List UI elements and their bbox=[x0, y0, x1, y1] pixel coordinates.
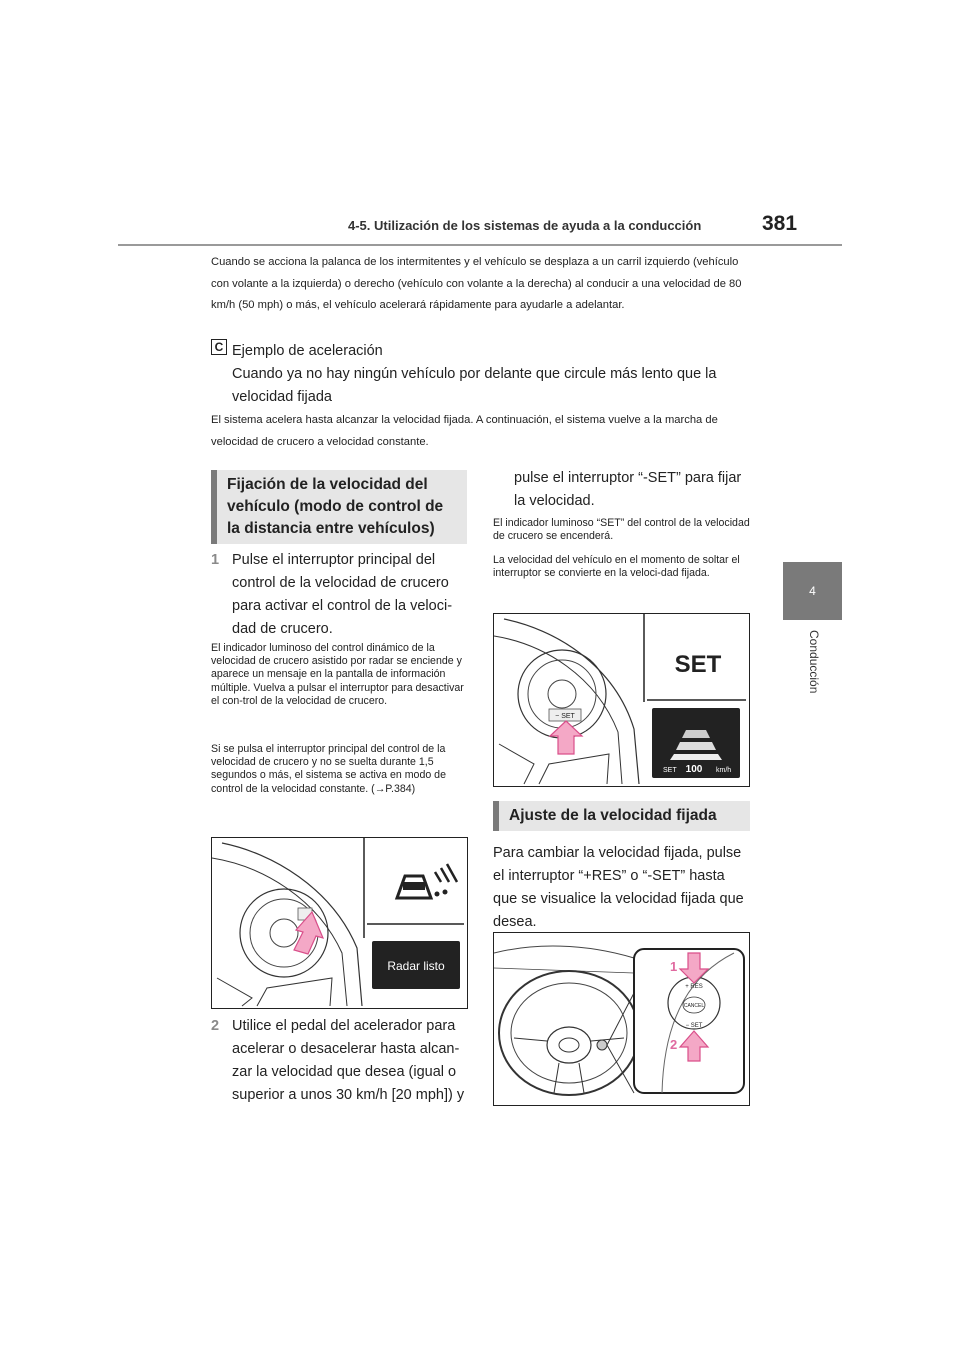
example-subtitle: Cuando ya no hay ningún vehículo por delante que circule más lento que la velocidad fijada bbox=[232, 366, 717, 405]
callout-1: 1 bbox=[670, 959, 678, 974]
set-label: − SET bbox=[685, 1023, 703, 1029]
page-number: 381 bbox=[762, 212, 798, 235]
step-2-note-1: El indicador luminoso “SET” del control de la velocidad de crucero se encenderá. bbox=[493, 517, 750, 543]
step-1-note-1: El indicador luminoso del control dinámico de la velocidad de crucero asistido por radar se enciende y aparece un mensaje en la pantalla de información múltiple. Vuelva a pulsar el interruptor para desactivar el con-trol de la velocidad de crucero. bbox=[211, 642, 464, 707]
set-speed-value: 100 bbox=[685, 764, 703, 775]
callout-2: 2 bbox=[670, 1037, 678, 1052]
step-2-number: 2 bbox=[211, 1018, 220, 1034]
figure-steering-wheel bbox=[493, 932, 750, 1106]
chapter-tab[interactable] bbox=[783, 562, 842, 620]
set-speed-unit: km/h bbox=[716, 767, 732, 774]
adjust-body: Para cambiar la velocidad fijada, pulse el interruptor “+RES” o “-SET” hasta que se visualice la velocidad fijada que desea. bbox=[493, 845, 744, 930]
res-label: + RES bbox=[685, 984, 703, 990]
figure-set-switch-drawing bbox=[494, 614, 749, 786]
step-1 bbox=[211, 549, 467, 641]
section-title: 4-5. Utilización de los sistemas de ayuda a la conducción bbox=[348, 218, 702, 233]
step-2-note-2: La velocidad del vehículo en el momento de soltar el interruptor se convierte en la veloci-dad fijada. bbox=[493, 554, 740, 580]
figure-main-switch-drawing bbox=[212, 838, 467, 1008]
cancel-label: CANCEL bbox=[683, 1003, 705, 1009]
intro-paragraph: Cuando se acciona la palanca de los intermitentes y el vehículo se desplaza a un carril izquierdo (vehículo con volante a la izquierda) o derecho (vehículo con volante a la derecha) al conducir a una velocidad de 80 km/h (50 mph) o más, el vehículo acelerará rápidamente para ayudarle a adelantar. bbox=[211, 256, 742, 311]
step-1-text: Pulse el interruptor principal del control de la velocidad de crucero para activar el control de la veloci-dad de crucero. bbox=[232, 552, 453, 637]
step-2-continuation: pulse el interruptor “-SET” para fijar la velocidad. bbox=[514, 470, 742, 509]
figure-steering-wheel-drawing bbox=[494, 933, 749, 1105]
figure-main-switch bbox=[211, 837, 468, 1009]
marker-c: C bbox=[211, 339, 227, 355]
section-heading-fix: Fijación de la velocidad del vehículo (modo de control de la distancia entre vehículos) bbox=[211, 470, 467, 544]
set-indicator-text: SET bbox=[674, 651, 722, 678]
step-1-note-2: Si se pulsa el interruptor principal del control de la velocidad de crucero y no se suelta durante 1,5 segundos o más, el sistema se activa en modo de control de la velocidad constante. (→P.384) bbox=[211, 743, 446, 795]
radar-cruise-icon bbox=[397, 864, 457, 898]
example-title: Ejemplo de aceleración bbox=[232, 343, 383, 359]
header-rule bbox=[118, 244, 842, 246]
example-body: El sistema acelera hasta alcanzar la velocidad fijada. A continuación, el sistema vuelve a la marcha de velocidad de crucero a velocidad constante. bbox=[211, 414, 718, 448]
figure-set-switch bbox=[493, 613, 750, 787]
set-small-text: SET bbox=[663, 767, 677, 774]
section-heading-adjust: Ajuste de la velocidad fijada bbox=[493, 801, 750, 831]
chapter-name-vertical bbox=[778, 630, 848, 710]
step-2 bbox=[211, 1015, 467, 1107]
step-1-number: 1 bbox=[211, 552, 220, 568]
step-2-text: Utilice el pedal del acelerador para acelerar o desacelerar hasta alcan-zar la velocidad que desea (igual o superior a unos 30 km/h [20 mph]) y bbox=[232, 1018, 465, 1103]
chapter-name: Conducción bbox=[807, 630, 821, 694]
chapter-number: 4 bbox=[809, 584, 816, 598]
set-switch-label: − SET bbox=[555, 713, 575, 720]
radar-ready-text: Radar listo bbox=[387, 959, 445, 973]
